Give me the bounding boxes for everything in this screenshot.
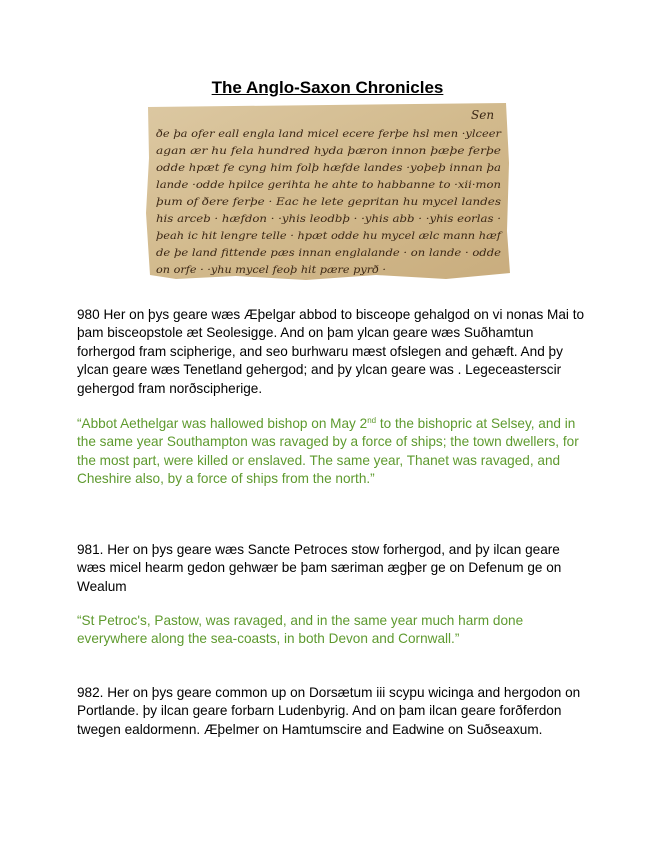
manuscript-line: de þe land fittende pæs innan englalande · on lande · odde: [156, 247, 501, 259]
manuscript-line: ðe þa ofer eall engla land micel ecere ferþe hsl men ·ylceer: [156, 128, 502, 140]
manuscript-image: [146, 103, 510, 281]
manuscript-corner-note: Sen: [471, 108, 495, 122]
entry-980-translation: [77, 415, 587, 489]
entry-982-text: 982. Her on þys geare common up on Dorsætum iii scypu wicinga and hergodon on Portlande. þy ilcan geare forbarn Ludenbyrig. And on þam ilcan geare forðferdon twegen ealdormenn. Æþelmer on Hamtumscire and Eadwine on Suðseaxum.: [77, 685, 581, 737]
manuscript-line: odde hpæt fe cyng him folþ hæfde landes ·yoþeþ innan þa: [156, 162, 501, 174]
ordinal-suffix: nd: [367, 416, 377, 425]
manuscript-line: þeah ic hit lengre telle · hpæt odde hu mycel ælc mann hæf: [156, 230, 504, 242]
translation-text: “Abbot Aethelgar was hallowed bishop on May 2: [77, 416, 368, 431]
manuscript-line: lande ·odde hpilce gerihta he ahte to habbanne to ·xii·mon: [156, 179, 502, 191]
manuscript-line: þum of ðere ferþe · Eac he lete gepritan hu mycel landes: [156, 196, 502, 208]
entry-981-translation: “St Petroc's, Pastow, was ravaged, and in the same year much harm done everywhere along the sea-coasts, in both Devon and Cornwall.”: [77, 613, 524, 647]
entry-981-text: 981. Her on þys geare wæs Sancte Petroces stow forhergod, and þy ilcan geare wæs micel hearm gedon gehwær be þam særiman ægþer ge on Defenum ge on Wealum: [77, 542, 562, 594]
page-title: The Anglo-Saxon Chronicles: [211, 78, 444, 97]
manuscript-line: on orfe · ·yhu mycel feoþ hit pære pyrð ·: [156, 264, 386, 276]
manuscript-line: his arceb · hæfdon · ·yhis leodbþ · ·yhis abb · ·yhis eorlas ·: [156, 213, 501, 225]
translation-text: to the bishopric at Selsey, and in the same year Southampton was ravaged by a force of ships; the town dwellers, for the most part, were killed or enslaved. The same year, Thanet was ravaged, and Cheshire also, by a force of ships from the north.”: [77, 416, 579, 487]
entry-980-text: 980 Her on þys geare wæs Æþelgar abbod to bisceope gehalgod on vi nonas Mai to þam bisceopstole æt Seolesigge. And on þam ylcan geare wæs Suðhamtun forhergod fram scipherige, and seo burhwaru mæst ofslegen and gehæft. And þy ylcan geare wæs Tenetland gehergod; and þy ylcan geare was . Legeceasterscir gehergod fram norðscipherige.: [77, 307, 585, 396]
manuscript-line: agan ær hu fela hundred hyda þæron innon þæþe ferþe: [156, 145, 501, 157]
